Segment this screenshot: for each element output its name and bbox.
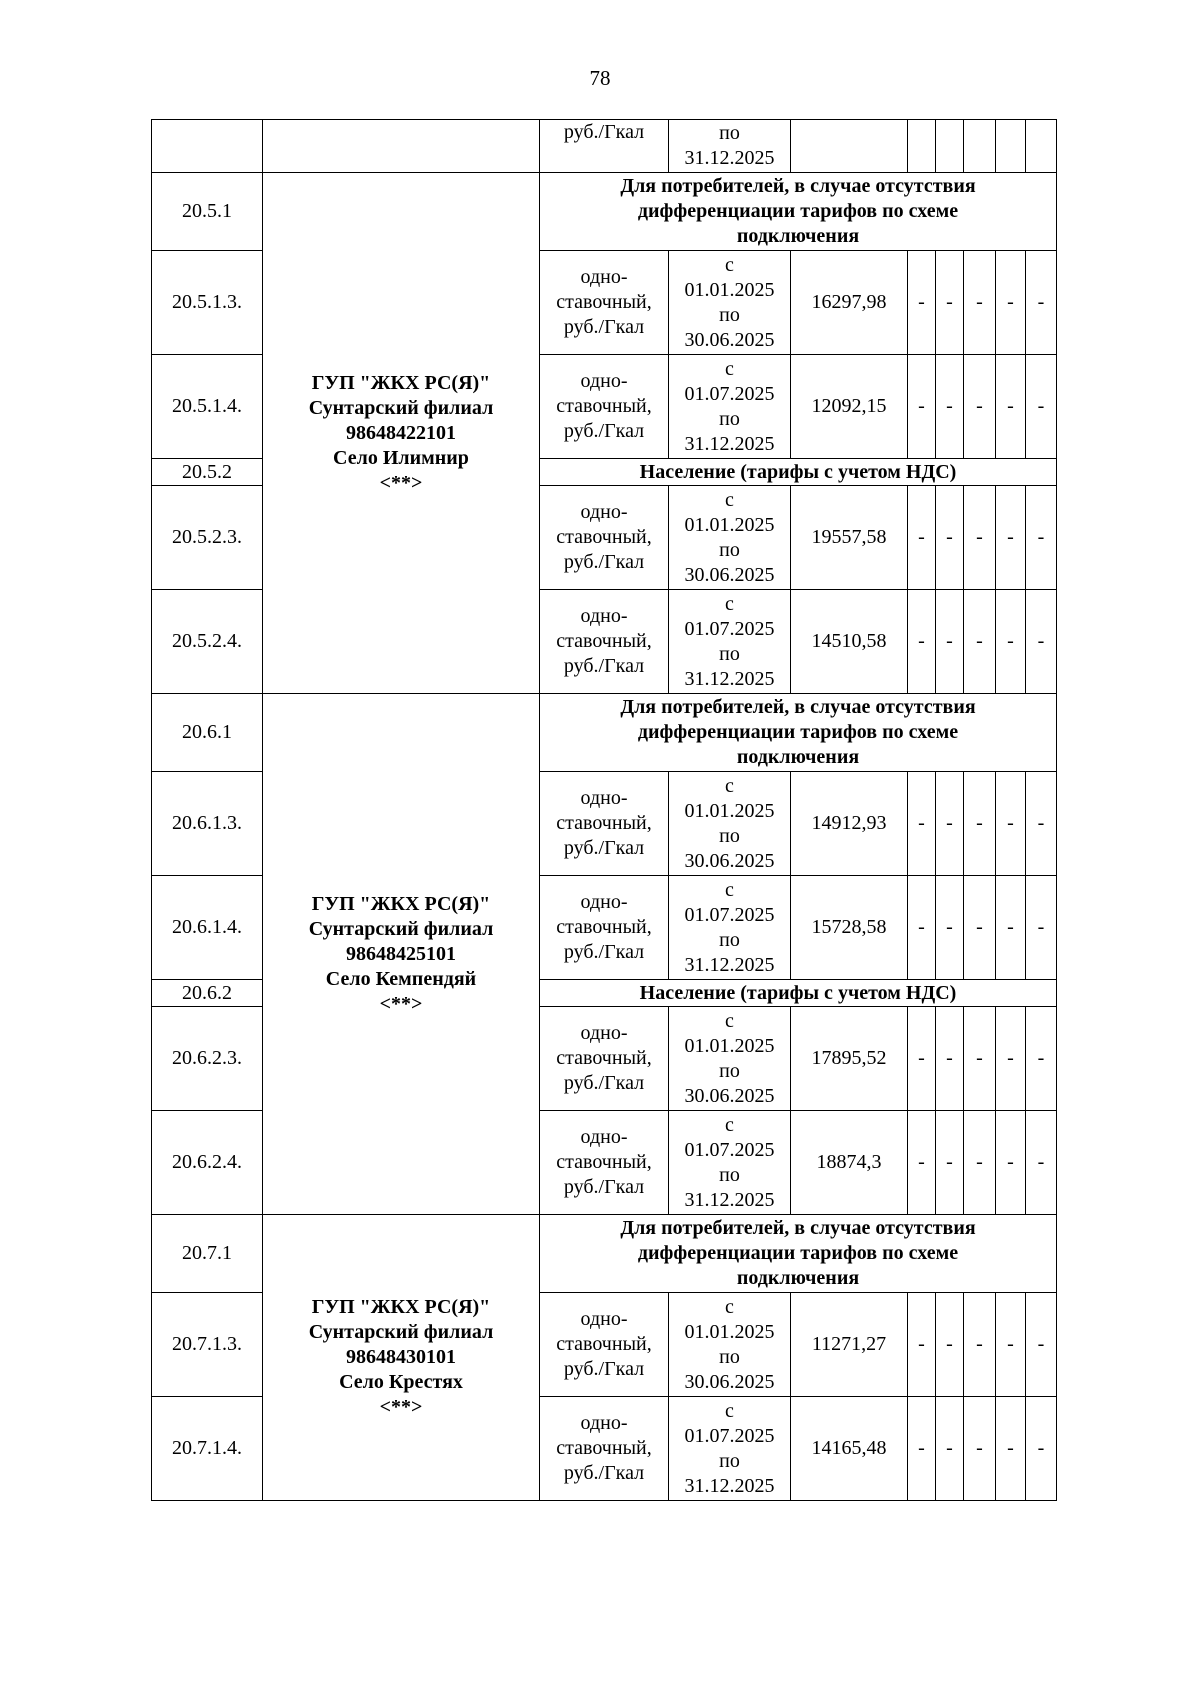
organization-line: Село Кемпендяй: [325, 967, 477, 990]
dash-cell: -: [964, 1397, 996, 1501]
dash-cell: -: [1026, 1111, 1057, 1215]
period-line: по: [719, 1059, 740, 1082]
period-line: 30.06.2025: [684, 1370, 775, 1393]
period-line: по: [719, 303, 740, 326]
period-line: 01.01.2025: [684, 513, 775, 536]
organization-line: Сунтарский филиал: [308, 917, 494, 940]
section-code: 20.5.2: [152, 459, 263, 486]
period-cell: [669, 355, 791, 459]
dash-cell: -: [996, 772, 1026, 876]
section-title: [540, 459, 1057, 486]
organization-cell: [263, 1215, 540, 1501]
organization-line: ГУП "ЖКХ РС(Я)": [311, 1296, 491, 1318]
section-title-line: Для потребителей, в случае отсутствия: [620, 696, 976, 718]
rate-type-line: ставочный,: [556, 1437, 652, 1459]
rate-type-line: одно-: [580, 1022, 628, 1044]
organization-cell: [263, 173, 540, 694]
period-line: 01.01.2025: [684, 278, 775, 301]
section-title-line: подключения: [736, 1267, 860, 1289]
period-line: 31.12.2025: [684, 1188, 775, 1211]
rate-type-line: ставочный,: [556, 1333, 652, 1355]
continuation-empty-cell: [964, 120, 996, 173]
organization-cell: [263, 694, 540, 1215]
dash-cell: -: [936, 590, 964, 694]
dash-cell: -: [1026, 251, 1057, 355]
row-code: 20.7.1.3.: [152, 1293, 263, 1397]
tariff-value: 12092,15: [791, 355, 908, 459]
dash-cell: -: [1026, 1007, 1057, 1111]
organization-line: 98648422101: [346, 421, 456, 444]
section-title: [540, 1215, 1057, 1293]
dash-cell: -: [1026, 1293, 1057, 1397]
tariff-value: 14510,58: [791, 590, 908, 694]
section-title-line: подключения: [736, 225, 860, 247]
tariff-value: 17895,52: [791, 1007, 908, 1111]
rate-type-line: ставочный,: [556, 291, 652, 313]
period-cell: [669, 486, 791, 590]
row-code: 20.5.1.3.: [152, 251, 263, 355]
row-code: 20.6.1.4.: [152, 876, 263, 980]
dash-cell: -: [908, 1111, 936, 1215]
period-line: 31.12.2025: [684, 667, 775, 690]
section-header-row: [152, 694, 1057, 772]
period-cell: [669, 772, 791, 876]
rate-type-line: одно-: [580, 605, 628, 627]
dash-cell: -: [964, 486, 996, 590]
dash-cell: -: [964, 876, 996, 980]
section-title-line: Для потребителей, в случае отсутствия: [620, 1217, 976, 1239]
section-title-line: Для потребителей, в случае отсутствия: [620, 175, 976, 197]
continuation-period-line: по: [719, 122, 740, 144]
organization-line: Сунтарский филиал: [308, 396, 494, 419]
rate-type-line: ставочный,: [556, 916, 652, 938]
continuation-value-cell: [791, 120, 908, 173]
tariff-table: [151, 119, 1057, 1501]
organization-line: Село Илимнир: [333, 446, 469, 469]
period-line: 30.06.2025: [684, 563, 775, 586]
section-code: 20.6.1: [152, 694, 263, 772]
dash-cell: -: [996, 876, 1026, 980]
continuation-period-cell: [669, 120, 791, 173]
period-line: 31.12.2025: [684, 432, 775, 455]
period-line: с: [725, 1113, 734, 1136]
dash-cell: -: [908, 590, 936, 694]
dash-cell: -: [908, 1007, 936, 1111]
period-line: с: [725, 1295, 734, 1318]
period-line: с: [725, 253, 734, 276]
continuation-code-cell: [152, 120, 263, 173]
dash-cell: -: [908, 251, 936, 355]
continuation-empty-cell: [996, 120, 1026, 173]
dash-cell: -: [908, 772, 936, 876]
rate-type-line: одно-: [580, 501, 628, 523]
rate-type-line: руб./Гкал: [563, 1462, 645, 1484]
rate-type-cell: [540, 772, 669, 876]
dash-cell: -: [964, 1007, 996, 1111]
dash-cell: -: [908, 876, 936, 980]
period-cell: [669, 590, 791, 694]
period-line: по: [719, 928, 740, 951]
rate-type-line: одно-: [580, 266, 628, 288]
dash-cell: -: [936, 772, 964, 876]
dash-cell: -: [1026, 876, 1057, 980]
rate-type-line: руб./Гкал: [563, 316, 645, 338]
section-code: 20.5.1: [152, 173, 263, 251]
period-line: с: [725, 878, 734, 901]
organization-line: Сунтарский филиал: [308, 1321, 494, 1343]
period-line: с: [725, 592, 734, 615]
rate-type-line: руб./Гкал: [563, 1176, 645, 1198]
continuation-org-cell: [263, 120, 540, 173]
period-line: по: [719, 538, 740, 561]
rate-type-line: ставочный,: [556, 1151, 652, 1173]
section-title-line: подключения: [736, 746, 860, 768]
dash-cell: -: [936, 486, 964, 590]
period-cell: [669, 1111, 791, 1215]
period-line: по: [719, 642, 740, 665]
dash-cell: -: [936, 876, 964, 980]
period-line: по: [719, 407, 740, 430]
organization-line: Село Крестях: [339, 1371, 463, 1393]
rate-type-cell: [540, 251, 669, 355]
period-line: по: [719, 1345, 740, 1368]
period-cell: [669, 1007, 791, 1111]
period-line: 01.07.2025: [684, 1138, 775, 1161]
period-line: 30.06.2025: [684, 1084, 775, 1107]
tariff-value: 18874,3: [791, 1111, 908, 1215]
continuation-empty-cell: [1026, 120, 1057, 173]
period-line: 01.07.2025: [684, 903, 775, 926]
tariff-value: 16297,98: [791, 251, 908, 355]
dash-cell: -: [908, 1397, 936, 1501]
continuation-row: [152, 120, 1057, 173]
period-cell: [669, 251, 791, 355]
dash-cell: -: [996, 355, 1026, 459]
dash-cell: -: [996, 1007, 1026, 1111]
dash-cell: -: [996, 1111, 1026, 1215]
dash-cell: -: [936, 1397, 964, 1501]
organization-line: ГУП "ЖКХ РС(Я)": [311, 892, 491, 915]
continuation-period-line: 31.12.2025: [684, 147, 775, 169]
section-title-line: дифференциации тарифов по схеме: [637, 200, 959, 222]
continuation-unit-cell: [540, 120, 669, 173]
period-line: по: [719, 824, 740, 847]
organization-line: 98648425101: [346, 942, 456, 965]
dash-cell: -: [936, 251, 964, 355]
row-code: 20.5.2.3.: [152, 486, 263, 590]
rate-type-line: одно-: [580, 787, 628, 809]
dash-cell: -: [908, 486, 936, 590]
dash-cell: -: [964, 590, 996, 694]
dash-cell: -: [936, 1111, 964, 1215]
dash-cell: -: [936, 1007, 964, 1111]
section-title-line: дифференциации тарифов по схеме: [637, 721, 959, 743]
continuation-unit: руб./Гкал: [563, 121, 645, 143]
dash-cell: -: [936, 355, 964, 459]
period-line: 01.07.2025: [684, 617, 775, 640]
dash-cell: -: [964, 772, 996, 876]
period-cell: [669, 1397, 791, 1501]
rate-type-cell: [540, 1397, 669, 1501]
rate-type-line: одно-: [580, 370, 628, 392]
period-line: с: [725, 1009, 734, 1032]
rate-type-line: руб./Гкал: [563, 655, 645, 677]
period-line: 01.01.2025: [684, 799, 775, 822]
dash-cell: -: [908, 355, 936, 459]
row-code: 20.6.1.3.: [152, 772, 263, 876]
dash-cell: -: [996, 590, 1026, 694]
tariff-table-body: [152, 120, 1057, 1501]
rate-type-cell: [540, 1293, 669, 1397]
rate-type-cell: [540, 355, 669, 459]
section-header-row: [152, 173, 1057, 251]
rate-type-line: руб./Гкал: [563, 551, 645, 573]
rate-type-line: одно-: [580, 1412, 628, 1434]
section-title-line: Население (тарифы с учетом НДС): [639, 981, 957, 1004]
period-line: с: [725, 1399, 734, 1422]
tariff-value: 14912,93: [791, 772, 908, 876]
organization-line: 98648430101: [346, 1346, 456, 1368]
tariff-value: 11271,27: [791, 1293, 908, 1397]
section-code: 20.6.2: [152, 980, 263, 1007]
dash-cell: -: [1026, 486, 1057, 590]
rate-type-line: одно-: [580, 1308, 628, 1330]
rate-type-cell: [540, 876, 669, 980]
dash-cell: -: [964, 1293, 996, 1397]
section-title: [540, 173, 1057, 251]
row-code: 20.5.1.4.: [152, 355, 263, 459]
dash-cell: -: [996, 1397, 1026, 1501]
period-line: с: [725, 774, 734, 797]
tariff-value: 19557,58: [791, 486, 908, 590]
dash-cell: -: [996, 486, 1026, 590]
rate-type-line: руб./Гкал: [563, 420, 645, 442]
period-line: по: [719, 1449, 740, 1472]
period-line: 30.06.2025: [684, 849, 775, 872]
dash-cell: -: [964, 251, 996, 355]
continuation-empty-cell: [908, 120, 936, 173]
row-code: 20.5.2.4.: [152, 590, 263, 694]
rate-type-line: одно-: [580, 891, 628, 913]
rate-type-cell: [540, 1007, 669, 1111]
dash-cell: -: [964, 355, 996, 459]
rate-type-line: ставочный,: [556, 812, 652, 834]
rate-type-line: одно-: [580, 1126, 628, 1148]
rate-type-line: руб./Гкал: [563, 837, 645, 859]
section-header-row: [152, 1215, 1057, 1293]
period-line: 01.07.2025: [684, 1424, 775, 1447]
dash-cell: -: [996, 1293, 1026, 1397]
section-title: [540, 694, 1057, 772]
period-line: 31.12.2025: [684, 1474, 775, 1497]
period-cell: [669, 1293, 791, 1397]
rate-type-cell: [540, 590, 669, 694]
rate-type-line: ставочный,: [556, 630, 652, 652]
dash-cell: -: [936, 1293, 964, 1397]
tariff-value: 14165,48: [791, 1397, 908, 1501]
organization-line: <**>: [379, 1396, 423, 1418]
period-cell: [669, 876, 791, 980]
rate-type-line: руб./Гкал: [563, 1072, 645, 1094]
dash-cell: -: [1026, 590, 1057, 694]
organization-line: <**>: [379, 471, 423, 494]
period-line: по: [719, 1163, 740, 1186]
rate-type-cell: [540, 1111, 669, 1215]
dash-cell: -: [964, 1111, 996, 1215]
dash-cell: -: [1026, 355, 1057, 459]
rate-type-line: ставочный,: [556, 395, 652, 417]
tariff-value: 15728,58: [791, 876, 908, 980]
continuation-empty-cell: [936, 120, 964, 173]
rate-type-line: ставочный,: [556, 1047, 652, 1069]
row-code: 20.7.1.4.: [152, 1397, 263, 1501]
dash-cell: -: [908, 1293, 936, 1397]
period-line: 01.01.2025: [684, 1320, 775, 1343]
row-code: 20.6.2.4.: [152, 1111, 263, 1215]
dash-cell: -: [1026, 772, 1057, 876]
section-title-line: дифференциации тарифов по схеме: [637, 1242, 959, 1264]
period-line: с: [725, 357, 734, 380]
organization-line: <**>: [379, 992, 423, 1015]
section-title: [540, 980, 1057, 1007]
page-number: 78: [589, 66, 611, 90]
rate-type-line: ставочный,: [556, 526, 652, 548]
section-title-line: Население (тарифы с учетом НДС): [639, 460, 957, 483]
rate-type-line: руб./Гкал: [563, 941, 645, 963]
rate-type-cell: [540, 486, 669, 590]
dash-cell: -: [996, 251, 1026, 355]
period-line: 31.12.2025: [684, 953, 775, 976]
rate-type-line: руб./Гкал: [563, 1358, 645, 1380]
period-line: 30.06.2025: [684, 328, 775, 351]
organization-line: ГУП "ЖКХ РС(Я)": [311, 371, 491, 394]
period-line: 01.01.2025: [684, 1034, 775, 1057]
dash-cell: -: [1026, 1397, 1057, 1501]
section-code: 20.7.1: [152, 1215, 263, 1293]
period-line: с: [725, 488, 734, 511]
period-line: 01.07.2025: [684, 382, 775, 405]
row-code: 20.6.2.3.: [152, 1007, 263, 1111]
